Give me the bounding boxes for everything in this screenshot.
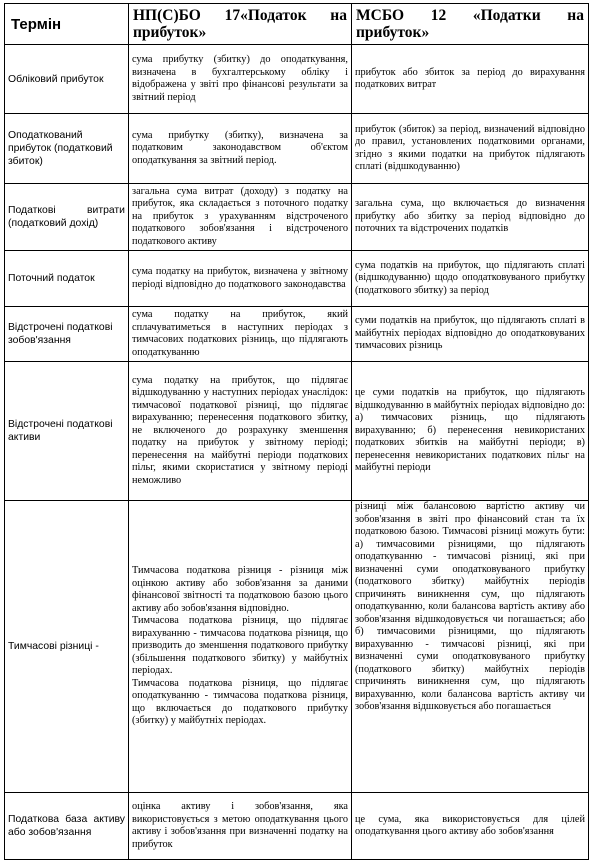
npsbo-paragraph: Тимчасова податкова різниця, що підлягає вирахуванню - тимчасова податкова різниця, що призводить до зменшення податкового прибутку (збільшення податкового збитку) у майбутніх періодах. xyxy=(132,615,348,677)
term-cell: Обліковий прибуток xyxy=(5,45,129,114)
msbo-cell: різниці між балансовою вартістю активу чи зобов'язання в звіті про фінансовий стан та їх податковою базою. Тимчасові різниці можуть бути: а) тимчасовими різницями, що підлягають оподаткуванню - тимчасові різниці, які при визначенні суми оподатковуваного прибутку (податкового збитку) майбутніх періодів спричинять виникнення сум, що підлягають оподаткуванню, коли балансова вартість активу або зобов'язання відшкодовується чи погашається; або б) тимчасовими різницями, що підлягають вирахуванню - тимчасові різниці, які при визначенні суми оподатковуваного прибутку (податкового збитку) майбутніх періодів спричинять виникнення сум, що підлягають вирахуванню, коли балансова вартість активу чи зобов'язання відшковується або погашається xyxy=(352,501,589,793)
comparison-table xyxy=(4,3,589,860)
header-msbo: МСБО 12 «Податки на прибуток» xyxy=(352,4,589,45)
npsbo-cell: сума прибутку (збитку), визначена за податковим законодавством об'єктом оподаткування за звітний період. xyxy=(129,114,352,184)
msbo-cell: суми податків на прибуток, що підлягають сплаті в майбутніх періодах відповідно до оподатковуваних тимчасових різниць xyxy=(352,307,589,362)
npsbo-cell: сума прибутку (збитку) до оподаткування, визначена в бухгалтерському обліку і відображена у звіті про фінансові результати за звітний період xyxy=(129,45,352,114)
term-cell: Поточний податок xyxy=(5,251,129,307)
term-cell: Відстрочені податкові зобов'язання xyxy=(5,307,129,362)
msbo-cell: прибуток або збиток за період до вирахування податкових витрат xyxy=(352,45,589,114)
msbo-cell: прибуток (збиток) за період, визначений відповідно до правил, установлених податковими органами, згідно з якими податки на прибуток підлягають сплаті (відшкодуванню) xyxy=(352,114,589,184)
table-row xyxy=(5,184,589,251)
header-npsbo: НП(С)БО 17«Податок на прибуток» xyxy=(129,4,352,45)
npsbo-paragraph: Тимчасова податкова різниця, що підлягає оподаткуванню - тимчасова податкова різниця, що включається до податкового прибутку (збитку) у майбутніх періодах. xyxy=(132,677,348,727)
table-row xyxy=(5,501,589,793)
term-cell: Податкові витрати (податковий дохід) xyxy=(5,184,129,251)
npsbo-cell xyxy=(129,501,352,793)
msbo-cell: це сума, яка використовується для цілей оподаткування цього активу або зобов'язання xyxy=(352,793,589,860)
table-row xyxy=(5,251,589,307)
header-term: Термін xyxy=(5,4,129,45)
table-row xyxy=(5,114,589,184)
table-row xyxy=(5,362,589,501)
term-cell: Оподаткований прибуток (податковий збиток) xyxy=(5,114,129,184)
npsbo-cell: сума податку на прибуток, визначена у звітному періоді відповідно до податкового законодавства xyxy=(129,251,352,307)
table-row xyxy=(5,307,589,362)
npsbo-cell: загальна сума витрат (доходу) з податку на прибуток, яка складається з поточного податку на прибуток з урахуванням відстроченого податкового зобов'язання і відстроченого податкового активу xyxy=(129,184,352,251)
table-row xyxy=(5,45,589,114)
npsbo-cell: оцінка активу і зобов'язання, яка використовується з метою оподаткування цього активу і зобов'язання при визначенні податку на прибуток xyxy=(129,793,352,860)
npsbo-cell: сума податку на прибуток, який сплачуватиметься в наступних періодах з тимчасових податкових різниць, що підлягають оподаткуванню xyxy=(129,307,352,362)
npsbo-paragraph: Тимчасова податкова різниця - різниця між оцінкою активу або зобов'язання за даними фінансової звітності та податковою базою цього активу або зобов'язання відповідно. xyxy=(132,565,348,614)
msbo-cell: загальна сума, що включається до визначення прибутку або збитку за період відповідно до поточних та відстрочених податків xyxy=(352,184,589,251)
table-row xyxy=(5,793,589,860)
msbo-cell: сума податків на прибуток, що підлягають сплаті (відшкодуванню) щодо оподатковуваного прибутку (податкового збитку) за період xyxy=(352,251,589,307)
term-cell: Податкова база активу або зобов'язання xyxy=(5,793,129,860)
msbo-cell: це суми податків на прибуток, що підлягають відшкодуванню в майбутніх періодах відповідно до: а) тимчасових різниць, що підлягають вирахуванню; б) перенесення невикористаних податкових збитків на майбутні періоди; в) перенесення невикористаних податкових пільг на майбутні періоди xyxy=(352,362,589,501)
term-cell: Відстрочені податкові активи xyxy=(5,362,129,501)
header-row xyxy=(5,4,589,45)
term-cell: Тимчасові різниці - xyxy=(5,501,129,793)
npsbo-cell: сума податку на прибуток, що підлягає відшкодуванню у наступних періодах унаслідок: тимчасової податкової різниці, що підлягає вирахуванню; перенесення податкового збитку, не включеного до розрахунку зменшення податку на прибуток у звітному періоді; перенесення на майбутні періоди податкових пільг, якими скористатися у звітному періоді неможливо xyxy=(129,362,352,501)
